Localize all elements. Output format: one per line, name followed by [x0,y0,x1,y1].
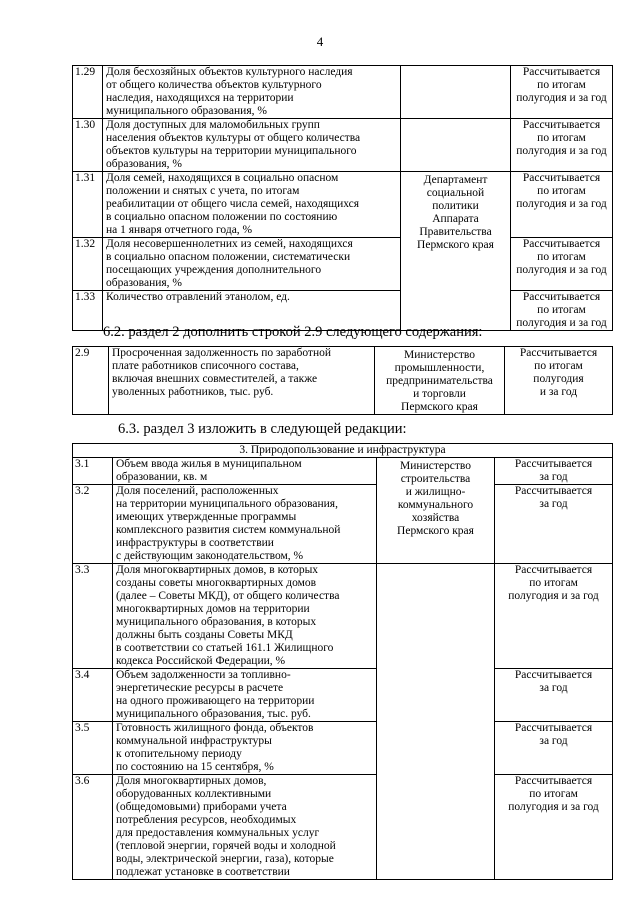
period-cell: Рассчитывается по итогам полугодия и за год [495,775,613,880]
department-cell: Министерство строительства и жилищно- коммунального хозяйства Пермского края [377,458,495,564]
period-cell: Рассчитывается по итогам полугодия и за год [505,347,613,415]
indicator-text: Объем задолженности за топливно- энергетические ресурсы в расчете на одного проживающего на территории муниципального образования, тыс. руб. [113,669,377,722]
row-number: 2.9 [73,347,109,415]
row-number: 3.6 [73,775,113,880]
indicator-text: Доля доступных для маломобильных групп населения объектов культуры от общего количества объектов культуры на территории муниципального образования, % [103,119,401,172]
period-cell: Рассчитывается за год [495,722,613,775]
department-cell [401,66,511,119]
table-row [73,119,613,172]
indicators-table-section-1 [72,65,613,331]
period-cell: Рассчитывается по итогам полугодия и за год [511,66,613,119]
indicator-text: Готовность жилищного фонда, объектов коммунальной инфраструктуры к отопительному периоду по состоянию на 15 сентября, % [113,722,377,775]
department-cell: Министерство промышленности, предпринимательства и торговли Пермского края [375,347,505,415]
department-cell [401,119,511,172]
table-row [73,238,613,291]
department-cell: Департамент социальной политики Аппарата Правительства Пермского края [401,172,511,331]
indicator-text: Объем ввода жилья в муниципальном образовании, кв. м [113,458,377,485]
department-cell [377,669,495,722]
period-cell: Рассчитывается за год [495,485,613,564]
table-row [73,485,613,564]
indicator-text: Доля многоквартирных домов, оборудованных коллективными (общедомовыми) приборами учета потребления ресурсов, необходимых для предоставления коммунальных услуг (тепловой энергии, горячей воды и холодной воды, электрической энергии, газа), которые подлежат установке в соответствии [113,775,377,880]
table-row [73,564,613,669]
section-3-heading: 6.3. раздел 3 изложить в следующей редакции: [118,421,407,437]
section-title: 3. Природопользование и инфраструктура [73,444,613,458]
section-title-row [73,444,613,458]
period-cell: Рассчитывается по итогам полугодия и за год [511,291,613,331]
row-number: 3.2 [73,485,113,564]
row-number: 3.3 [73,564,113,669]
table-row [73,722,613,775]
row-number: 1.29 [73,66,103,119]
indicator-text: Доля бесхозяйных объектов культурного наследия от общего количества объектов культурного наследия, находящихся на территории муниципального образования, % [103,66,401,119]
row-number: 3.1 [73,458,113,485]
indicator-text: Просроченная задолженность по заработной плате работников списочного состава, включая внешних совместителей, а также уволенных работников, тыс. руб. [109,347,375,415]
period-cell: Рассчитывается по итогам полугодия и за год [495,564,613,669]
indicator-text: Доля многоквартирных домов, в которых созданы советы многоквартирных домов (далее – Советы МКД), от общего количества многоквартирных домов на территории муниципального образования, в которых должны быть созданы Советы МКД в соответствии со статьей 161.1 Жилищного кодекса Российской Федерации, % [113,564,377,669]
indicator-text: Доля несовершеннолетних из семей, находящихся в социально опасном положении, систематически посещающих учреждения дополнительного образования, % [103,238,401,291]
period-cell: Рассчитывается по итогам полугодия и за год [511,238,613,291]
row-number: 3.4 [73,669,113,722]
row-number: 1.32 [73,238,103,291]
table-row [73,66,613,119]
period-cell: Рассчитывается за год [495,669,613,722]
indicator-text: Количество отравлений этанолом, ед. [103,291,401,331]
department-cell [377,722,495,775]
period-cell: Рассчитывается по итогам полугодия и за год [511,172,613,238]
table-row [73,669,613,722]
indicators-table-section-2 [72,346,613,415]
row-number: 1.33 [73,291,103,331]
row-number: 3.5 [73,722,113,775]
row-number: 1.31 [73,172,103,238]
department-cell [377,564,495,669]
table-row [73,347,613,415]
period-cell: Рассчитывается за год [495,458,613,485]
table-row [73,775,613,880]
period-cell: Рассчитывается по итогам полугодия и за год [511,119,613,172]
department-cell [377,775,495,880]
page-number: 4 [316,34,324,49]
table-row [73,458,613,485]
section-2-heading: 6.2. раздел 2 дополнить строкой 2.9 следующего содержания: [103,324,483,340]
table-row [73,172,613,238]
indicator-text: Доля поселений, расположенных на территории муниципального образования, имеющих утвержденные программы комплексного развития систем коммунальной инфраструктуры в соответствии с действующим законодательством, % [113,485,377,564]
row-number: 1.30 [73,119,103,172]
indicators-table-section-3 [72,443,613,880]
indicator-text: Доля семей, находящихся в социально опасном положении и снятых с учета, по итогам реабилитации от общего числа семей, находящихся в социально опасном положении по состоянию на 1 января отчетного года, % [103,172,401,238]
